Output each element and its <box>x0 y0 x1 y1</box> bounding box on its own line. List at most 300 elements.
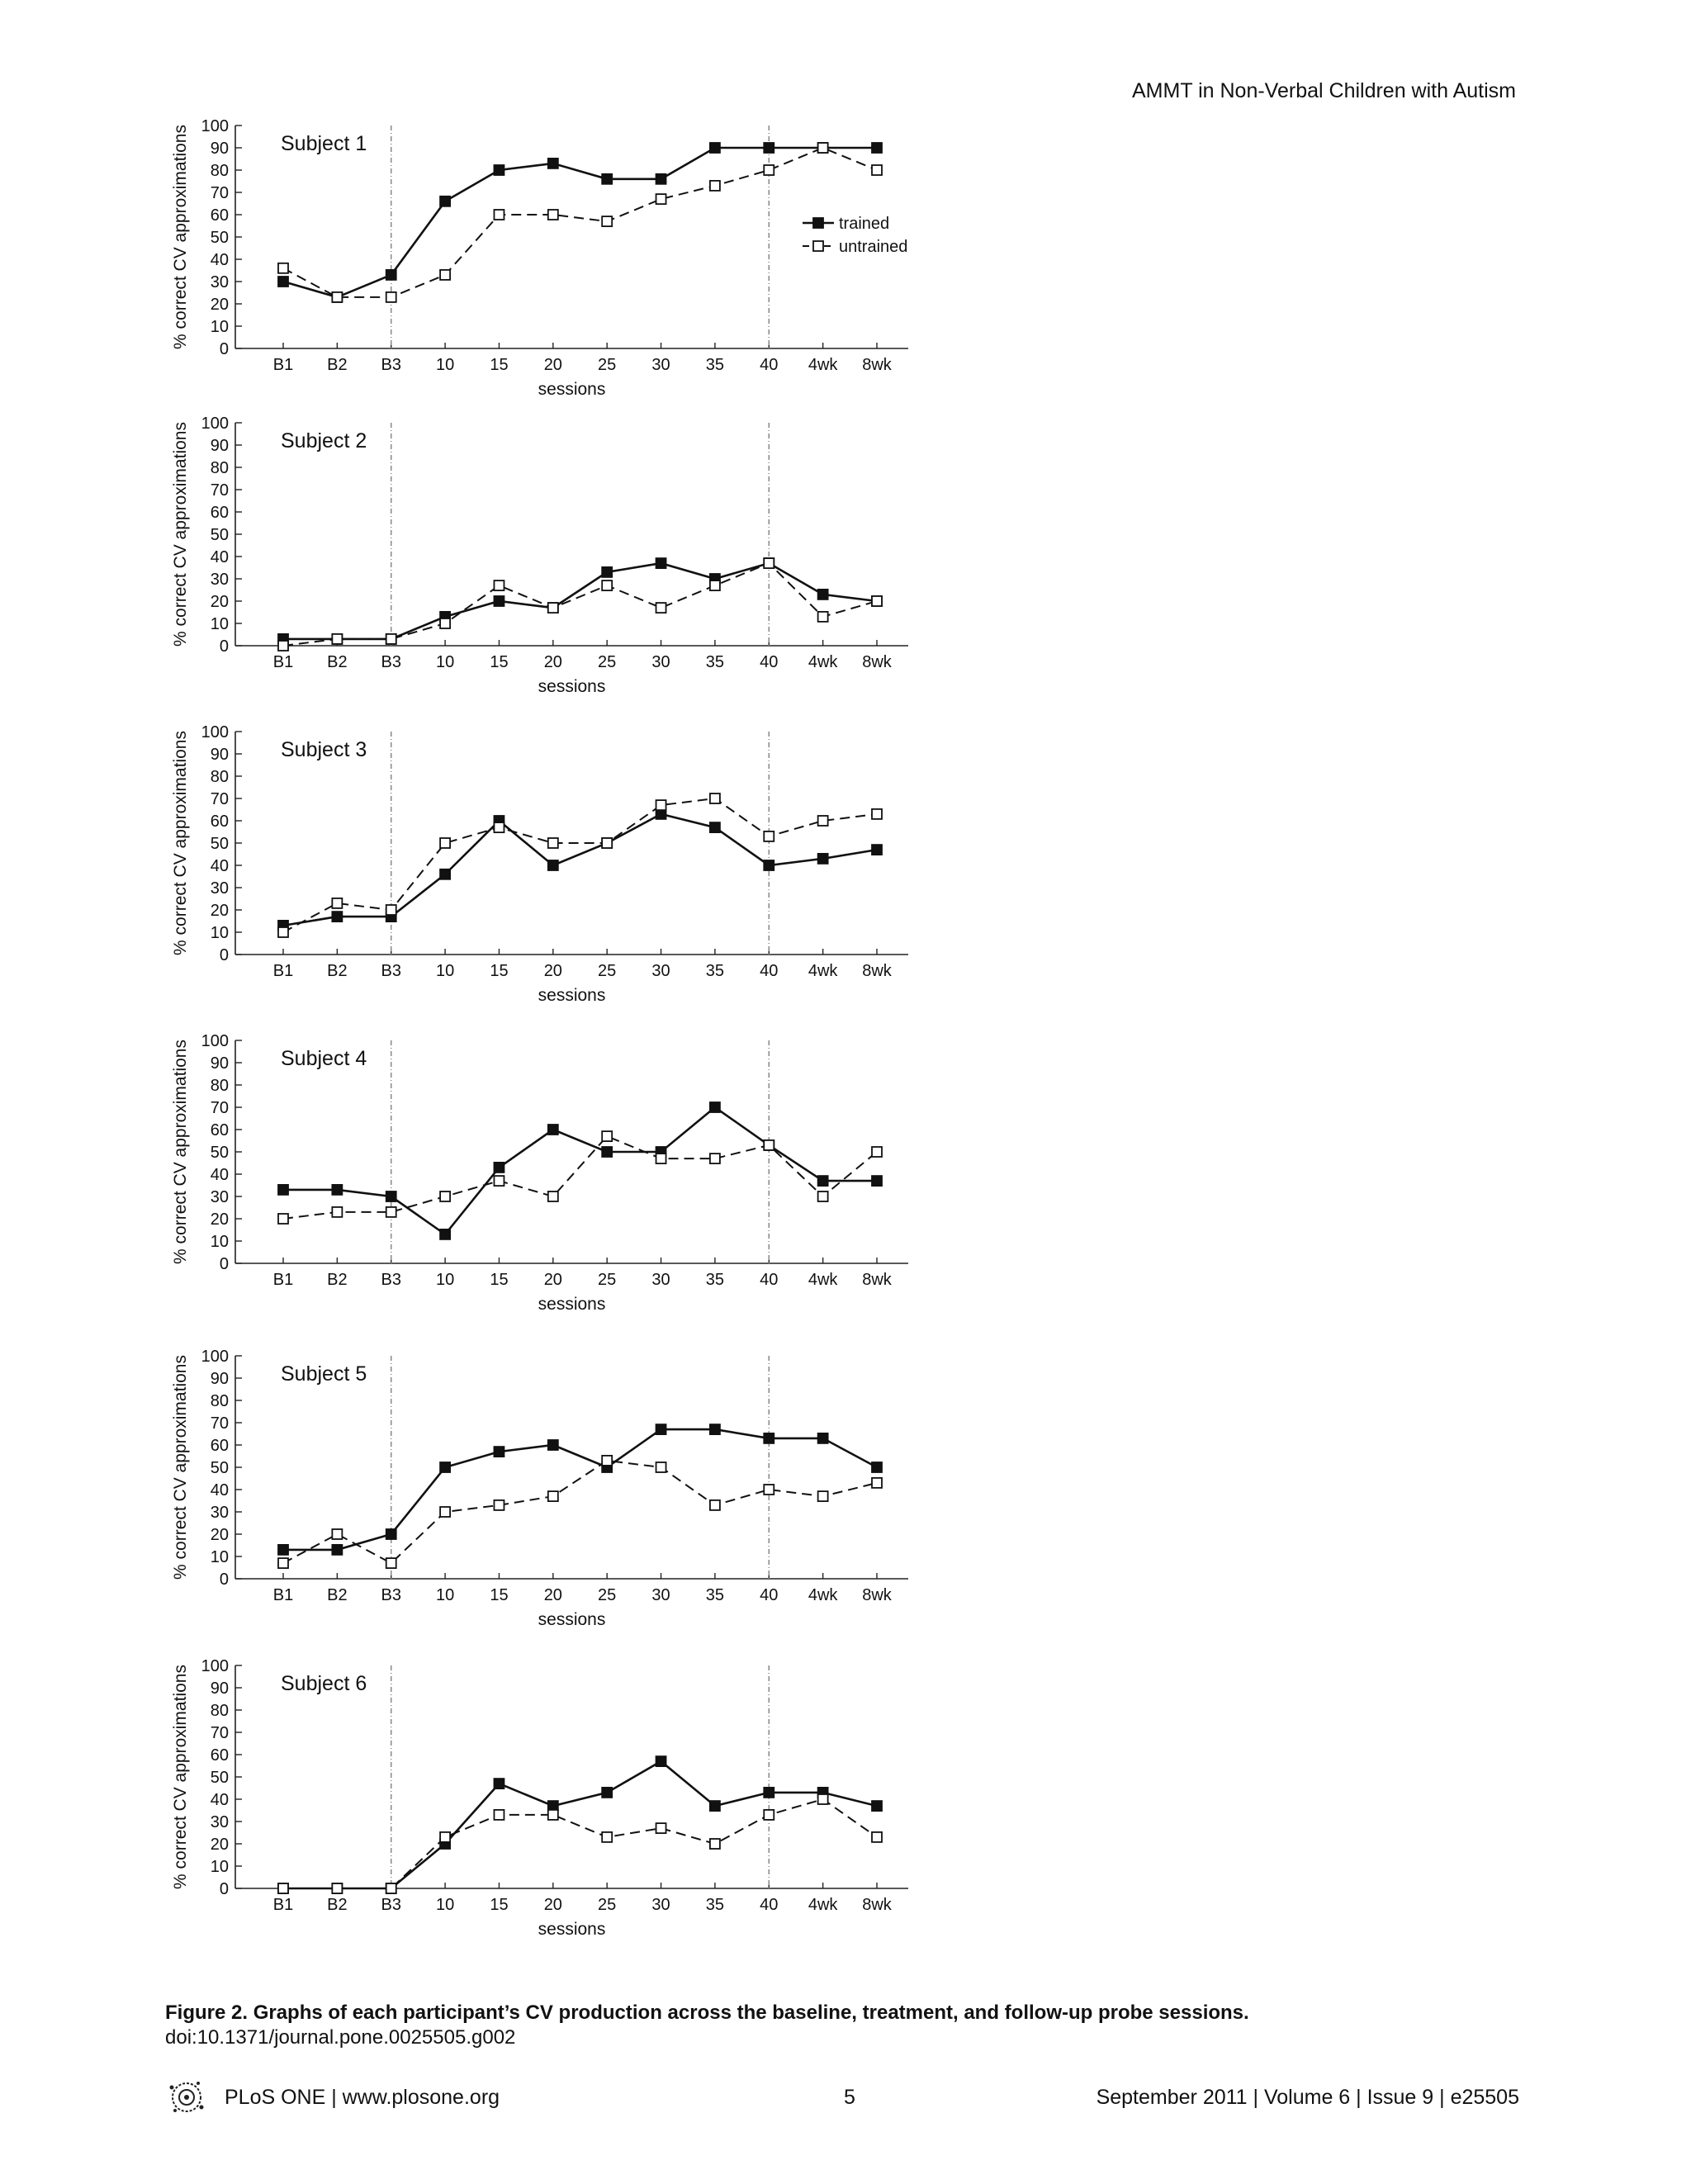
point-trained <box>872 845 882 855</box>
x-tick-label: B2 <box>327 356 348 374</box>
y-tick-label: 20 <box>210 1210 229 1229</box>
x-tick-label: 10 <box>435 356 455 374</box>
point-untrained <box>602 1456 612 1466</box>
point-trained <box>764 1433 774 1443</box>
point-untrained <box>278 1883 288 1893</box>
x-tick-label: B1 <box>272 962 294 980</box>
x-tick-label: 4wk <box>808 1896 838 1914</box>
x-tick-label: 20 <box>543 1586 562 1604</box>
x-tick-label: 8wk <box>862 1586 892 1604</box>
point-untrained <box>656 1462 666 1472</box>
x-tick-label: 40 <box>760 1271 779 1289</box>
subject-6-chart <box>149 1656 933 1940</box>
y-tick-label: 30 <box>210 879 229 898</box>
point-trained <box>818 1433 828 1443</box>
point-trained <box>440 197 450 206</box>
y-tick-label: 60 <box>210 1437 229 1455</box>
y-axis-label: % correct CV approximations <box>171 422 190 647</box>
point-trained <box>710 1424 720 1434</box>
y-tick-label: 10 <box>210 318 229 336</box>
y-tick-label: 10 <box>210 615 229 633</box>
point-untrained <box>440 270 450 280</box>
point-trained <box>494 596 504 606</box>
point-untrained <box>332 898 342 908</box>
legend-marker-trained <box>813 218 823 228</box>
y-tick-label: 100 <box>201 723 229 741</box>
chart-title: Subject 2 <box>281 429 367 452</box>
y-axis-label: % correct CV approximations <box>171 1665 190 1889</box>
series-line-trained <box>283 1429 877 1550</box>
x-tick-label: 25 <box>598 1896 617 1914</box>
y-tick-label: 80 <box>210 162 229 180</box>
x-tick-label: B2 <box>327 1896 348 1914</box>
x-tick-label: 25 <box>598 1586 617 1604</box>
point-trained <box>440 1229 450 1239</box>
x-axis-label: sessions <box>538 380 606 399</box>
x-tick-label: 25 <box>598 1271 617 1289</box>
x-tick-label: 8wk <box>862 356 892 374</box>
series-line-trained <box>283 563 877 639</box>
x-tick-label: 20 <box>543 962 562 980</box>
x-tick-label: 8wk <box>862 653 892 671</box>
y-tick-label: 40 <box>210 857 229 875</box>
point-untrained <box>764 1485 774 1495</box>
x-tick-label: 35 <box>705 653 725 671</box>
x-axis-label: sessions <box>538 1610 606 1629</box>
point-untrained <box>440 1191 450 1201</box>
point-untrained <box>818 612 828 622</box>
y-tick-label: 70 <box>210 1724 229 1742</box>
x-tick-label: 35 <box>705 1896 725 1914</box>
point-trained <box>818 854 828 864</box>
point-untrained <box>602 580 612 590</box>
point-trained <box>386 270 396 280</box>
y-tick-label: 50 <box>210 1459 229 1477</box>
x-tick-label: B1 <box>272 1896 294 1914</box>
point-trained <box>602 567 612 577</box>
point-trained <box>494 1779 504 1788</box>
x-tick-label: B3 <box>381 962 401 980</box>
x-tick-label: 15 <box>490 1586 509 1604</box>
point-trained <box>764 1788 774 1798</box>
point-trained <box>440 1462 450 1472</box>
x-tick-label: 15 <box>490 962 509 980</box>
y-tick-label: 20 <box>210 296 229 314</box>
point-untrained <box>764 831 774 841</box>
x-tick-label: 15 <box>490 356 509 374</box>
y-tick-label: 90 <box>210 437 229 455</box>
y-tick-label: 0 <box>219 637 229 656</box>
y-tick-label: 40 <box>210 1481 229 1499</box>
point-trained <box>386 1191 396 1201</box>
x-tick-label: 30 <box>651 653 670 671</box>
footer-page-number: 5 <box>844 2086 855 2109</box>
x-tick-label: 20 <box>543 356 562 374</box>
y-tick-label: 20 <box>210 593 229 611</box>
point-untrained <box>440 1832 450 1842</box>
point-trained <box>872 1801 882 1811</box>
point-untrained <box>710 794 720 803</box>
point-trained <box>494 1447 504 1457</box>
y-tick-label: 80 <box>210 1077 229 1095</box>
point-untrained <box>278 1214 288 1224</box>
y-tick-label: 50 <box>210 835 229 853</box>
y-axis-label: % correct CV approximations <box>171 1040 190 1264</box>
x-tick-label: 10 <box>435 962 455 980</box>
point-untrained <box>386 905 396 915</box>
point-untrained <box>602 1832 612 1842</box>
y-tick-label: 80 <box>210 459 229 477</box>
point-untrained <box>764 1810 774 1820</box>
point-untrained <box>386 1207 396 1217</box>
x-axis-label: sessions <box>538 986 606 1005</box>
point-untrained <box>818 143 828 153</box>
series-line-untrained <box>283 1799 877 1888</box>
running-head: AMMT in Non-Verbal Children with Autism <box>1132 79 1516 102</box>
point-untrained <box>548 1491 558 1501</box>
chart-svg <box>149 116 933 400</box>
y-tick-label: 30 <box>210 1504 229 1522</box>
y-tick-label: 50 <box>210 1144 229 1162</box>
y-tick-label: 0 <box>219 946 229 964</box>
point-untrained <box>278 1558 288 1568</box>
x-tick-label: 25 <box>598 653 617 671</box>
y-tick-label: 30 <box>210 571 229 589</box>
y-tick-label: 20 <box>210 1526 229 1544</box>
x-tick-label: B1 <box>272 356 294 374</box>
point-untrained <box>548 838 558 848</box>
point-untrained <box>548 1810 558 1820</box>
subject-4-chart <box>149 1030 933 1315</box>
y-tick-label: 90 <box>210 140 229 158</box>
point-trained <box>440 869 450 879</box>
x-tick-label: B3 <box>381 1896 401 1914</box>
point-untrained <box>818 1794 828 1804</box>
chart-title: Subject 4 <box>281 1047 367 1070</box>
point-untrained <box>332 1883 342 1893</box>
point-untrained <box>818 1191 828 1201</box>
x-tick-label: 4wk <box>808 356 838 374</box>
y-tick-label: 20 <box>210 902 229 920</box>
y-tick-label: 60 <box>210 1121 229 1139</box>
series-line-untrained <box>283 1136 877 1219</box>
point-untrained <box>872 809 882 819</box>
y-tick-label: 80 <box>210 1702 229 1720</box>
point-trained <box>764 860 774 870</box>
y-tick-label: 10 <box>210 1548 229 1566</box>
point-trained <box>548 159 558 168</box>
point-untrained <box>764 165 774 175</box>
point-untrained <box>872 596 882 606</box>
point-trained <box>818 590 828 599</box>
point-trained <box>278 277 288 287</box>
point-trained <box>656 174 666 184</box>
point-trained <box>872 1462 882 1472</box>
point-trained <box>548 860 558 870</box>
x-tick-label: B2 <box>327 653 348 671</box>
point-untrained <box>440 618 450 628</box>
point-untrained <box>494 210 504 220</box>
point-untrained <box>710 181 720 191</box>
y-tick-label: 90 <box>210 746 229 764</box>
y-tick-label: 0 <box>219 1570 229 1589</box>
point-untrained <box>602 1131 612 1141</box>
x-tick-label: 30 <box>651 1586 670 1604</box>
point-untrained <box>494 580 504 590</box>
chart-title: Subject 6 <box>281 1672 367 1695</box>
x-tick-label: 20 <box>543 1896 562 1914</box>
point-untrained <box>818 816 828 826</box>
x-tick-label: B1 <box>272 1586 294 1604</box>
y-tick-label: 10 <box>210 1858 229 1876</box>
y-tick-label: 70 <box>210 1099 229 1117</box>
x-tick-label: B2 <box>327 1586 348 1604</box>
x-tick-label: B3 <box>381 356 401 374</box>
point-trained <box>278 1185 288 1195</box>
point-trained <box>710 1801 720 1811</box>
y-tick-label: 0 <box>219 1880 229 1898</box>
x-tick-label: 4wk <box>808 962 838 980</box>
subject-5-chart <box>149 1346 933 1631</box>
x-tick-label: 40 <box>760 1896 779 1914</box>
y-tick-label: 90 <box>210 1679 229 1698</box>
x-tick-label: 10 <box>435 1896 455 1914</box>
point-untrained <box>872 165 882 175</box>
series-line-trained <box>283 148 877 297</box>
point-trained <box>332 912 342 921</box>
y-tick-label: 60 <box>210 206 229 225</box>
y-tick-label: 70 <box>210 790 229 808</box>
point-trained <box>386 1529 396 1539</box>
point-untrained <box>386 292 396 302</box>
point-trained <box>710 822 720 832</box>
point-untrained <box>710 1839 720 1849</box>
chart-svg <box>149 1346 933 1631</box>
y-tick-label: 30 <box>210 1813 229 1831</box>
x-tick-label: 4wk <box>808 653 838 671</box>
y-axis-label: % correct CV approximations <box>171 731 190 955</box>
x-tick-label: B2 <box>327 962 348 980</box>
y-tick-label: 100 <box>201 1657 229 1675</box>
figure-caption <box>165 2001 1569 2050</box>
plos-logo-icon <box>165 2076 208 2119</box>
x-axis-label: sessions <box>538 677 606 696</box>
y-tick-label: 100 <box>201 415 229 433</box>
x-tick-label: B1 <box>272 653 294 671</box>
footer-journal: PLoS ONE | www.plosone.org <box>225 2086 500 2109</box>
point-untrained <box>872 1147 882 1157</box>
legend-label-trained: trained <box>839 215 890 233</box>
chart-svg <box>149 1656 933 1940</box>
y-tick-label: 50 <box>210 526 229 544</box>
point-untrained <box>440 838 450 848</box>
x-axis-label: sessions <box>538 1295 606 1314</box>
point-untrained <box>278 927 288 937</box>
y-tick-label: 40 <box>210 1791 229 1809</box>
chart-title: Subject 1 <box>281 132 367 155</box>
point-untrained <box>494 1500 504 1510</box>
y-tick-label: 60 <box>210 504 229 522</box>
point-trained <box>656 1424 666 1434</box>
x-tick-label: 8wk <box>862 1896 892 1914</box>
y-tick-label: 60 <box>210 812 229 831</box>
point-trained <box>602 174 612 184</box>
point-untrained <box>656 1823 666 1833</box>
point-untrained <box>332 634 342 644</box>
point-untrained <box>332 1529 342 1539</box>
point-trained <box>764 143 774 153</box>
x-tick-label: 35 <box>705 962 725 980</box>
x-tick-label: 20 <box>543 653 562 671</box>
y-tick-label: 30 <box>210 273 229 291</box>
point-trained <box>872 1176 882 1186</box>
y-tick-label: 10 <box>210 1233 229 1251</box>
y-tick-label: 70 <box>210 481 229 500</box>
x-tick-label: B3 <box>381 1271 401 1289</box>
point-untrained <box>440 1507 450 1517</box>
point-untrained <box>872 1832 882 1842</box>
subject-2-chart <box>149 413 933 698</box>
x-tick-label: 8wk <box>862 1271 892 1289</box>
chart-title: Subject 3 <box>281 738 367 761</box>
page-footer <box>165 2082 1519 2115</box>
x-tick-label: 4wk <box>808 1271 838 1289</box>
point-untrained <box>386 634 396 644</box>
y-tick-label: 40 <box>210 251 229 269</box>
point-untrained <box>656 603 666 613</box>
series-line-untrained <box>283 563 877 646</box>
caption-title: Figure 2. Graphs of each participant’s CV production across the baseline, treatment, and follow-up probe sessions. <box>165 2002 1249 2024</box>
point-trained <box>656 1756 666 1766</box>
y-tick-label: 50 <box>210 229 229 247</box>
series-line-untrained <box>283 1461 877 1563</box>
x-tick-label: 4wk <box>808 1586 838 1604</box>
point-trained <box>872 143 882 153</box>
x-tick-label: B3 <box>381 1586 401 1604</box>
y-axis-label: % correct CV approximations <box>171 125 190 349</box>
series-line-untrained <box>283 798 877 932</box>
point-untrained <box>872 1478 882 1488</box>
x-tick-label: 35 <box>705 1586 725 1604</box>
point-untrained <box>494 822 504 832</box>
y-tick-label: 100 <box>201 1032 229 1050</box>
point-trained <box>494 165 504 175</box>
point-trained <box>494 1163 504 1173</box>
y-tick-label: 40 <box>210 1166 229 1184</box>
point-trained <box>332 1185 342 1195</box>
series-line-trained <box>283 1107 877 1234</box>
point-untrained <box>710 1154 720 1163</box>
point-trained <box>332 1545 342 1555</box>
x-tick-label: 25 <box>598 356 617 374</box>
x-tick-label: 35 <box>705 1271 725 1289</box>
chart-svg <box>149 1030 933 1315</box>
y-tick-label: 10 <box>210 924 229 942</box>
x-tick-label: 25 <box>598 962 617 980</box>
legend-marker-untrained <box>813 241 823 251</box>
point-untrained <box>656 1154 666 1163</box>
x-axis-label: sessions <box>538 1920 606 1939</box>
footer-issue: September 2011 | Volume 6 | Issue 9 | e25505 <box>1096 2086 1519 2109</box>
x-tick-label: 35 <box>705 356 725 374</box>
subject-1-chart <box>149 116 933 400</box>
chart-title: Subject 5 <box>281 1362 367 1386</box>
x-tick-label: 30 <box>651 356 670 374</box>
x-tick-label: 30 <box>651 1271 670 1289</box>
y-tick-label: 90 <box>210 1370 229 1388</box>
x-tick-label: 10 <box>435 1586 455 1604</box>
point-untrained <box>548 603 558 613</box>
x-tick-label: B1 <box>272 1271 294 1289</box>
point-untrained <box>710 580 720 590</box>
point-untrained <box>386 1558 396 1568</box>
y-tick-label: 40 <box>210 548 229 566</box>
x-tick-label: 15 <box>490 653 509 671</box>
x-tick-label: B2 <box>327 1271 348 1289</box>
y-tick-label: 0 <box>219 340 229 358</box>
point-untrained <box>278 641 288 651</box>
point-trained <box>710 1102 720 1112</box>
point-trained <box>710 143 720 153</box>
x-tick-label: 15 <box>490 1271 509 1289</box>
x-tick-label: 30 <box>651 962 670 980</box>
x-tick-label: 15 <box>490 1896 509 1914</box>
x-tick-label: 8wk <box>862 962 892 980</box>
point-trained <box>602 1147 612 1157</box>
y-tick-label: 80 <box>210 768 229 786</box>
point-untrained <box>710 1500 720 1510</box>
y-tick-label: 70 <box>210 1414 229 1433</box>
point-trained <box>602 1788 612 1798</box>
y-tick-label: 60 <box>210 1746 229 1765</box>
x-tick-label: B3 <box>381 653 401 671</box>
y-tick-label: 30 <box>210 1188 229 1206</box>
x-tick-label: 40 <box>760 356 779 374</box>
point-untrained <box>332 1207 342 1217</box>
y-tick-label: 100 <box>201 1348 229 1366</box>
point-trained <box>656 558 666 568</box>
y-tick-label: 100 <box>201 117 229 135</box>
series-line-trained <box>283 1761 877 1888</box>
point-untrained <box>332 292 342 302</box>
x-tick-label: 40 <box>760 962 779 980</box>
x-tick-label: 10 <box>435 653 455 671</box>
point-untrained <box>278 263 288 273</box>
x-tick-label: 40 <box>760 1586 779 1604</box>
y-tick-label: 0 <box>219 1255 229 1273</box>
point-trained <box>278 1545 288 1555</box>
point-untrained <box>656 800 666 810</box>
point-untrained <box>494 1810 504 1820</box>
x-tick-label: 40 <box>760 653 779 671</box>
chart-svg <box>149 722 933 1007</box>
x-tick-label: 20 <box>543 1271 562 1289</box>
point-untrained <box>764 1140 774 1150</box>
point-untrained <box>602 216 612 226</box>
y-tick-label: 80 <box>210 1392 229 1410</box>
point-untrained <box>494 1176 504 1186</box>
x-tick-label: 30 <box>651 1896 670 1914</box>
y-tick-label: 50 <box>210 1769 229 1787</box>
point-untrained <box>548 210 558 220</box>
x-tick-label: 10 <box>435 1271 455 1289</box>
point-trained <box>818 1176 828 1186</box>
chart-svg <box>149 413 933 698</box>
point-untrained <box>602 838 612 848</box>
y-tick-label: 90 <box>210 1054 229 1073</box>
subject-3-chart <box>149 722 933 1007</box>
y-tick-label: 20 <box>210 1836 229 1854</box>
